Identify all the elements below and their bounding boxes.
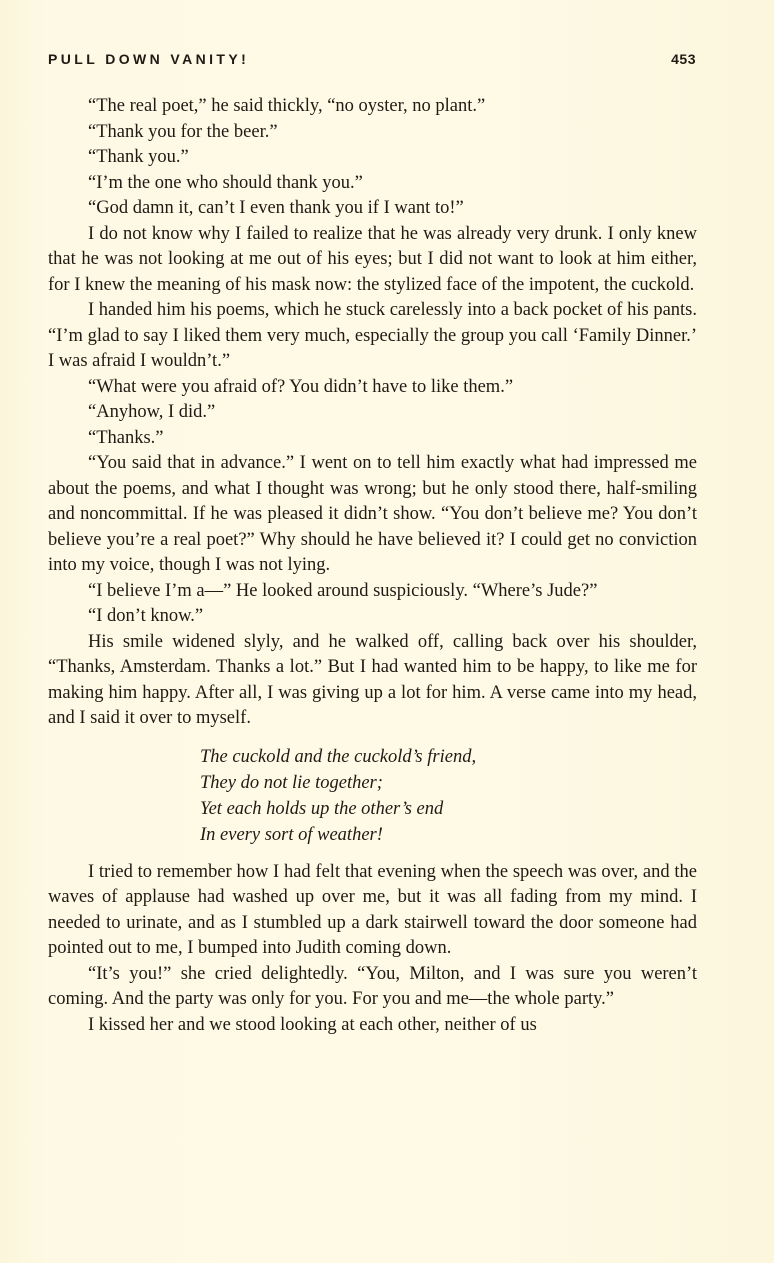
- verse-line: The cuckold and the cuckold’s friend,: [200, 746, 477, 767]
- paragraph: “What were you afraid of? You didn’t have to like them.”: [88, 376, 514, 397]
- paragraph: I handed him his poems, which he stuck carelessly into a back pocket of his pants. “I’m glad to say I liked them very much, especially the group you call ‘Family Dinner.’ I was afraid I wouldn’t.”: [48, 300, 697, 371]
- paragraph: I tried to remember how I had felt that evening when the speech was over, and the waves of applause had washed up over me, but it was all fading from my mind. I needed to urinate, and as I stumbled up a dark stairwell toward the door someone had pointed out to me, I bumped into Judith coming down.: [48, 861, 697, 958]
- paragraph: “Thanks.”: [88, 427, 164, 448]
- paragraph: “Thank you for the beer.”: [88, 121, 278, 142]
- paragraph: “Anyhow, I did.”: [88, 402, 216, 422]
- verse-line: In every sort of weather!: [200, 824, 383, 845]
- page-header: [48, 51, 696, 73]
- verse-block: [200, 744, 697, 848]
- paragraph: “I believe I’m a—” He looked around suspiciously. “Where’s Jude?”: [88, 580, 598, 601]
- paragraph: “I don’t know.”: [88, 606, 204, 626]
- paragraph: “You said that in advance.” I went on to tell him exactly what had impressed me about the poems, and what I thought was wrong; but he only stood there, half-smiling and noncommittal. If he was pleased it didn’t show. “You don’t believe me? You don’t believe you’re a real poet?” Why should he have believed it? I could get no conviction into my voice, though I was not lying.: [48, 453, 697, 575]
- paragraph: “God damn it, can’t I even thank you if I want to!”: [88, 198, 464, 218]
- verse-line: Yet each holds up the other’s end: [200, 798, 444, 819]
- running-head: PULL DOWN VANITY!: [48, 51, 250, 67]
- paragraph: “It’s you!” she cried delightedly. “You, Milton, and I was sure you weren’t coming. And the party was only for you. For you and me—the whole party.”: [48, 963, 697, 1009]
- paragraph: His smile widened slyly, and he walked off, calling back over his shoulder, “Thanks, Amsterdam. Thanks a lot.” But I had wanted him to be happy, to like me for making him happy. After all, I was giving up a lot for him. A verse came into my head, and I said it over to myself.: [48, 631, 697, 728]
- verse-line: They do not lie together;: [200, 772, 383, 793]
- paragraph: I kissed her and we stood looking at each other, neither of us: [88, 1014, 537, 1035]
- body-text: [48, 94, 697, 1038]
- paragraph: “I’m the one who should thank you.”: [88, 172, 363, 193]
- paragraph: “Thank you.”: [88, 147, 189, 167]
- paragraph: “The real poet,” he said thickly, “no oyster, no plant.”: [88, 96, 486, 116]
- page-number: 453: [671, 51, 696, 67]
- paragraph: I do not know why I failed to realize that he was already very drunk. I only knew that he was not looking at me out of his eyes; but I did not want to look at him either, for I knew the meaning of his mask now: the stylized face of the impotent, the cuckold.: [48, 223, 697, 295]
